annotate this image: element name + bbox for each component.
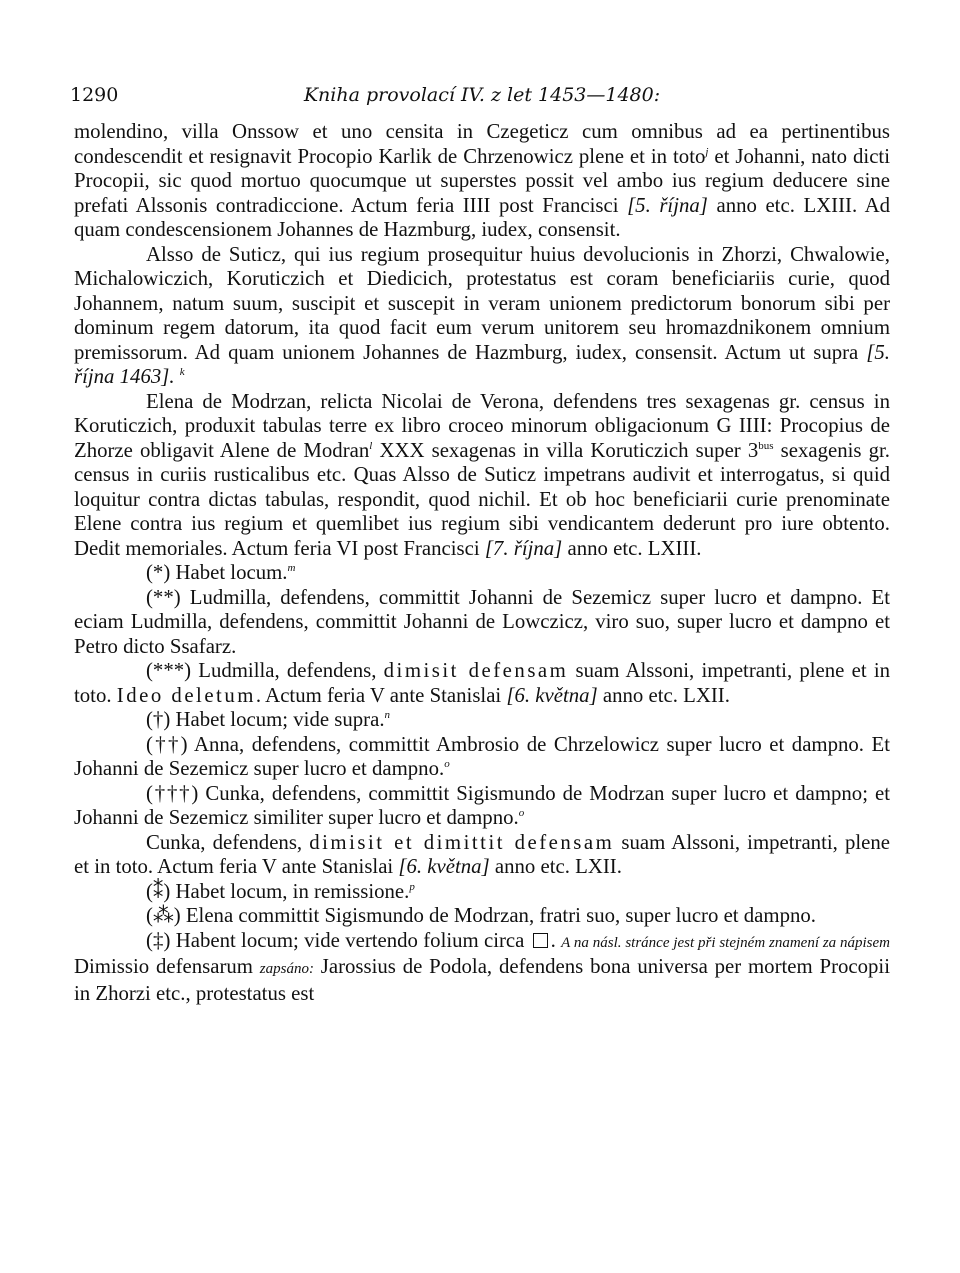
paragraph bbox=[74, 561, 890, 586]
paragraph bbox=[74, 708, 890, 733]
text: molendino, villa Onssow et uno censita in Czegeticz cum omnibus ad ea pertinentibus condescendit et resignavit Procopio Karlik de Chrzenowicz plene et in toto bbox=[74, 120, 890, 168]
text: (⁂) Elena committit Sigismundo de Modrzan, fratri suo, super lucro et dampno. bbox=[146, 904, 816, 927]
text: suam Alssoni, impetranti, plene et in toto. bbox=[74, 659, 891, 707]
footnote-mark: n bbox=[384, 709, 391, 722]
text: Alsso de Suticz, qui ius regium prosequitur huius devolucionis in Zhorzi, Chwalowie, Michalowiczich, Koruticzich et Diedicich, protestatus est coram beneficiariis curie, quod Johannem, natum suum, suscipit et suscepit in veram unionem predictorum bonorum sibi per dominum regem datorum, ita quod facit eum verum unitorem seu hromazdnikonem omnium premissorum. Ad quam unionem Johannes de Hazmburg, iudex, consensit. Actum ut supra bbox=[74, 242, 890, 364]
spaced-text: dimisit et dimittit defensam bbox=[309, 830, 615, 854]
paragraph bbox=[74, 120, 890, 243]
text: (**) Ludmilla, defendens, committit Johanni de Sezemicz super lucro et dampno. Et eciam Ludmilla, defendens, committit Johanni de Lowczicz, viro suo, super lucro et dampno et Petro dicto Ssafarz. bbox=[74, 585, 890, 658]
document-body bbox=[74, 120, 890, 1006]
document-page bbox=[70, 84, 891, 1006]
footnote-mark: p bbox=[409, 880, 415, 893]
paragraph bbox=[74, 929, 890, 1007]
editorial-date: [5. října] bbox=[627, 193, 708, 217]
text: . Actum feria V ante Stanislai bbox=[255, 683, 507, 707]
paragraph bbox=[74, 831, 890, 880]
text: anno etc. LXII. bbox=[597, 683, 730, 707]
text: (‡) Habent locum; vide vertendo folium circa bbox=[146, 928, 530, 952]
footnote-mark: k bbox=[179, 366, 185, 379]
text: sexagenis gr. census in curiis rusticalibus etc. Quas Alsso de Suticz impetrans audivit et interrogatus, si quid loquitur contra dictas tabulas, respondit, quod nichil. Et ob hoc beneficiarii curie prenominate Elene contra ius regium et quemlibet ius regium sibi vendicantem dederunt pro iure obtento. Dedit memoriales. Actum feria VI post Francisci bbox=[74, 438, 890, 560]
footnote-mark: o bbox=[444, 758, 450, 771]
text: . bbox=[550, 928, 562, 952]
paragraph bbox=[74, 782, 890, 831]
text: (⁑) Habet locum, in remissione. bbox=[146, 879, 410, 903]
text: Dimissio defensarum bbox=[74, 955, 260, 978]
text: (*) Habet locum. bbox=[146, 561, 288, 584]
editorial-date: [6. května] bbox=[506, 683, 598, 707]
editorial-note: zapsáno: bbox=[259, 961, 314, 977]
text: anno etc. LXII. bbox=[489, 855, 622, 878]
paragraph bbox=[74, 586, 890, 660]
text: (***) Ludmilla, defendens, bbox=[146, 659, 384, 682]
text: suam Alssoni, impetranti, plene et in toto. Actum feria V ante Stanislai bbox=[74, 830, 890, 878]
text: (††) Anna, defendens, committit Ambrosio de Chrzelowicz super lucro et dampno. Et Johanni de Sezemicz super lucro et dampno. bbox=[74, 732, 890, 780]
footnote-mark: l bbox=[369, 439, 373, 452]
footnote-mark: m bbox=[287, 562, 296, 575]
page-header bbox=[70, 84, 890, 120]
editorial-date: [6. května] bbox=[398, 855, 490, 878]
text: (†) Habet locum; vide supra. bbox=[146, 708, 385, 731]
paragraph bbox=[74, 733, 890, 782]
text: XXX sexagenas in villa Koruticzich super 3 bbox=[372, 438, 759, 462]
spaced-text: Ideo deletum bbox=[116, 683, 256, 707]
editorial-date: [7. října] bbox=[484, 536, 563, 560]
text: et Johanni, nato dicti Procopii, sic quod mortuo quocumque ut superstes possit vel ambo ius regium deducere sine prefati Alssonis contradiccione. Actum feria IIII post Francisci bbox=[74, 144, 890, 217]
editorial-date: [5. října 1463]. bbox=[74, 340, 890, 388]
editorial-note: A na násl. stránce jest při stejném znamení za nápisem bbox=[561, 934, 891, 951]
paragraph bbox=[74, 243, 890, 390]
paragraph bbox=[74, 659, 890, 708]
square-symbol-icon bbox=[533, 933, 548, 948]
spaced-text: dimisit defensam bbox=[383, 659, 569, 682]
text: anno etc. LXIII. Ad quam condescensionem Johannes de Hazmburg, iudex, consensit. bbox=[74, 193, 890, 241]
footnote-mark: j bbox=[705, 145, 709, 158]
paragraph bbox=[74, 904, 890, 929]
text: (†††) Cunka, defendens, committit Sigismundo de Modrzan super lucro et dampno; et Johanni de Sezemicz similiter super lucro et dampno. bbox=[74, 781, 890, 829]
paragraph bbox=[74, 880, 890, 905]
paragraph bbox=[74, 390, 890, 562]
page-number: 1290 bbox=[70, 84, 119, 106]
superscript: bus bbox=[758, 439, 774, 452]
text: Cunka, defendens, bbox=[146, 830, 310, 854]
text: Jarossius de Podola, defendens bona universa per mortem Procopii in Zhorzi etc., protestatus est bbox=[74, 955, 890, 1005]
footnote-mark: o bbox=[518, 807, 525, 820]
running-head: Kniha provolací IV. z let 1453—1480: bbox=[303, 84, 661, 106]
text: anno etc. LXIII. bbox=[562, 536, 702, 560]
text: Elena de Modrzan, relicta Nicolai de Verona, defendens tres sexagenas gr. census in Koruticzich, produxit tabulas terre ex libro croceo minorum obligacionum G IIII: Procopius de Zhorze obligavit Alene de Modran bbox=[74, 389, 890, 462]
